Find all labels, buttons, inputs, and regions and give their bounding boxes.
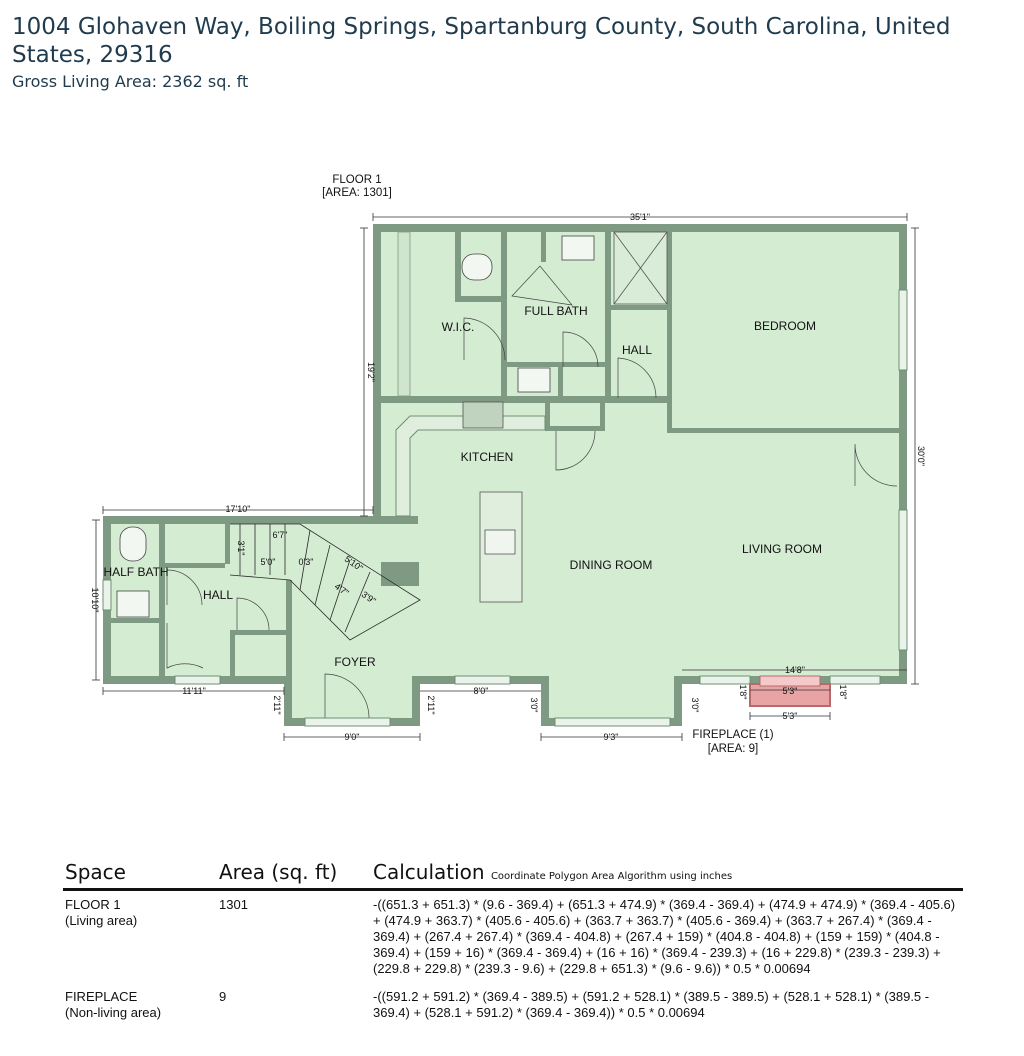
room-bedroom: BEDROOM	[753, 319, 817, 333]
dim-foyer-width: 9'0"	[344, 732, 360, 742]
header-calculation	[371, 858, 963, 890]
toilet-full-bath	[462, 254, 492, 280]
row-area: 9	[219, 989, 227, 1004]
header-calculation-label: Calculation	[373, 860, 485, 884]
dim-stair-003: 0'3"	[298, 557, 314, 567]
dim-stair-small: 3'1"	[236, 540, 246, 556]
dim-fp-bottom: 5'3"	[782, 711, 798, 721]
table-row	[63, 983, 963, 1027]
row-area: 1301	[219, 897, 248, 912]
room-half-bath: HALF BATH	[103, 565, 169, 579]
dim-bay-width: 9'3"	[603, 732, 619, 742]
dim-stair-diag2: 4'7"	[332, 581, 351, 598]
dim-stair-top: 6'7"	[272, 530, 288, 540]
floor-label: FLOOR 1	[332, 174, 382, 186]
table-header-row	[63, 858, 963, 890]
room-hall-upper: HALL	[621, 343, 653, 357]
header-space: Space	[63, 858, 217, 890]
hearth	[760, 676, 820, 686]
room-full-bath: FULL BATH	[524, 304, 588, 318]
dim-fp-left: 1'8"	[738, 684, 748, 700]
dim-step-left: 2'11"	[272, 695, 282, 715]
header-area: Area (sq. ft)	[217, 858, 371, 890]
island-sink	[485, 530, 515, 554]
row-space: FIREPLACE	[65, 989, 138, 1004]
area-calculation-table	[63, 858, 963, 1027]
room-foyer: FOYER	[334, 655, 376, 669]
dim-left-height: 19'2"	[366, 362, 376, 382]
dim-fp-inner: 5'3"	[782, 686, 798, 696]
row-calculation: -((651.3 + 651.3) * (9.6 - 369.4) + (651.3 + 474.9) * (369.4 - 369.4) + (474.9 + 474.9) * (369.4 - 405.6) + (474.9 + 363.7) * (405.6 - 405.6) + (363.7 + 363.7) * (405.6 - 369.4) + (363.7 + 267.4) * (369.4 - 369.4) + (267.4 + 267.4) * (369.4 - 404.8) + (267.4 + 159) * (404.8 - 404.8) + (159 + 159) * (404.8 - 369.4) + (159 + 16) * (369.4 - 369.4) + (16 + 16) * (369.4 - 239.3) + (16 + 229.8) * (239.3 - 239.3) + (229.8 + 229.8) * (239.3 - 9.6) + (229.8 + 651.3) * (9.6 - 9.6)) * 0.5 * 0.00694	[373, 897, 956, 976]
dim-bay-depth-left: 3'0"	[529, 697, 539, 713]
room-hall-lower: HALL	[202, 588, 234, 602]
table-row	[63, 890, 963, 984]
row-space: FLOOR 1	[65, 897, 121, 912]
toilet-half-bath	[120, 527, 146, 561]
dim-right-height: 30'0"	[916, 446, 926, 466]
fireplace-label: FIREPLACE (1)	[692, 729, 774, 741]
row-space-type: (Non-living area)	[65, 1005, 162, 1020]
floor-plan	[0, 150, 1024, 770]
room-wic: W.I.C.	[441, 320, 475, 334]
room-dining-room: DINING ROOM	[569, 558, 653, 572]
sink-bath-lower	[518, 368, 550, 392]
row-space-cell	[63, 983, 217, 1027]
room-kitchen: KITCHEN	[460, 450, 514, 464]
floor-area-label: [AREA: 1301]	[322, 187, 392, 199]
dim-living-bottom: 14'8"	[785, 665, 805, 675]
row-calculation: -((591.2 + 591.2) * (369.4 - 389.5) + (591.2 + 528.1) * (389.5 - 389.5) + (528.1 + 528.1) * (389.5 - 369.4) + (528.1 + 591.2) * (369.4 - 369.4)) * 0.5 * 0.00694	[373, 989, 930, 1020]
dim-stair-mid: 5'0"	[260, 557, 276, 567]
dim-stair-diag3: 3'9"	[359, 589, 378, 606]
dim-fp-right: 1'8"	[838, 684, 848, 700]
dim-step-right: 2'11"	[426, 695, 436, 715]
dim-wing-width: 17'10"	[225, 504, 251, 514]
sink-half-bath	[117, 591, 149, 617]
dim-stair-diag: 5'10"	[342, 553, 365, 574]
row-space-type: (Living area)	[65, 913, 138, 928]
dim-wing-bottom: 11'11"	[182, 686, 206, 696]
fireplace-area-label: [AREA: 9]	[707, 743, 759, 755]
wic-shelf	[398, 232, 410, 396]
dim-bay-left: 8'0"	[473, 686, 489, 696]
property-address: 1004 Glohaven Way, Boiling Springs, Spartanburg County, South Carolina, United States, 29316	[12, 14, 951, 68]
dim-wing-height: 10'10"	[90, 587, 100, 613]
gross-living-area: Gross Living Area: 2362 sq. ft	[12, 72, 249, 91]
dim-top-width: 35'1"	[630, 212, 650, 222]
header-calculation-note: Coordinate Polygon Area Algorithm using inches	[490, 871, 733, 882]
row-space-cell	[63, 890, 217, 984]
stove	[463, 402, 503, 428]
room-living-room: LIVING ROOM	[741, 542, 823, 556]
dim-bay-depth-right: 3'0"	[690, 697, 700, 713]
sink-full-bath	[562, 236, 594, 260]
